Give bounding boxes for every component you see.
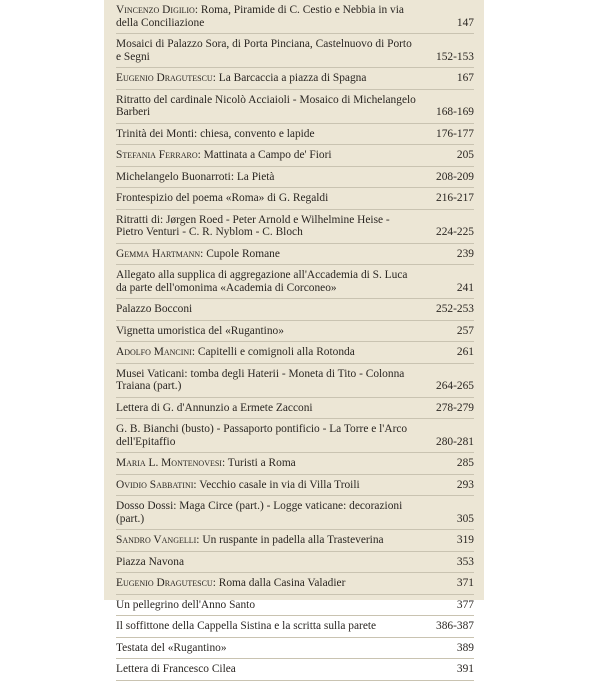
entry-page-number: 224-225 <box>436 226 474 238</box>
entry-title: Turisti a Roma <box>227 457 296 469</box>
index-entry <box>116 34 474 68</box>
entry-page-number: 252-253 <box>436 303 474 315</box>
entry-title: Dosso Dossi: Maga Circe (part.) - Logge vaticane: decorazioni (part.) <box>116 500 403 525</box>
index-entry <box>116 419 474 453</box>
entry-title: Allegato alla supplica di aggregazione all'Accademia di S. Luca da parte dell'omonima «Academia di Corconeo» <box>116 269 408 294</box>
entry-page-number: 152-153 <box>436 50 474 63</box>
index-entry <box>116 573 474 595</box>
entry-title: Cupole Romane <box>206 247 280 260</box>
entry-title: Vecchio casale in via di Villa Troili <box>199 478 360 491</box>
entry-title: Mattinata a Campo de' Fiori <box>203 149 332 161</box>
index-entry <box>116 530 474 552</box>
index-entry <box>116 124 474 146</box>
entry-author: Maria L. Montenovesi: <box>116 457 226 469</box>
index-entry <box>116 475 474 497</box>
entry-page-number: 264-265 <box>436 380 474 392</box>
entry-page-number: 167 <box>456 72 474 84</box>
index-entry <box>116 638 474 660</box>
index-entry <box>116 321 474 343</box>
entry-page-number: 278-279 <box>436 401 474 414</box>
index-entry <box>116 453 474 475</box>
index-entry <box>116 398 474 420</box>
entry-author: Stefania Ferraro: <box>116 149 201 161</box>
index-entry <box>116 595 474 617</box>
entry-page-number: 377 <box>456 598 474 611</box>
entry-title: La Barcaccia a piazza di Spagna <box>218 72 367 84</box>
index-entry <box>116 90 474 124</box>
entry-author: Ovidio Sabbatini: <box>116 478 197 491</box>
index-entry <box>116 364 474 398</box>
entry-page-number: 280-281 <box>436 435 474 448</box>
index-entry <box>116 0 474 34</box>
entry-page-number: 386-387 <box>436 620 474 632</box>
index-entry <box>116 299 474 321</box>
index-entry <box>116 188 474 210</box>
entry-page-number: 216-217 <box>436 192 474 204</box>
entry-title: Trinità dei Monti: chiesa, convento e lapide <box>116 127 315 140</box>
entry-page-number: 239 <box>456 247 474 260</box>
entry-page-number: 293 <box>456 478 474 491</box>
entry-title: Roma dalla Casina Valadier <box>218 577 346 589</box>
index-entry <box>116 244 474 266</box>
entry-author: Gemma Hartmann: <box>116 247 204 260</box>
entry-page-number: 261 <box>456 346 474 358</box>
index-entry <box>116 552 474 574</box>
entry-title: Capitelli e comignoli alla Rotonda <box>197 346 355 358</box>
entry-title: Il soffittone della Cappella Sistina e la scritta sulla parete <box>116 620 377 632</box>
index-entry <box>116 659 474 681</box>
entry-title: Frontespizio del poema «Roma» di G. Regaldi <box>116 192 329 204</box>
index-entry <box>116 68 474 90</box>
entry-title: Michelangelo Buonarroti: La Pietà <box>116 170 275 183</box>
entry-author: Sandro Vangelli: <box>116 534 200 546</box>
book-page <box>104 0 484 675</box>
entry-title: Roma, Piramide di C. Cestio e Nebbia in via della Conciliazione <box>116 4 404 29</box>
entry-page-number: 205 <box>456 149 474 161</box>
entry-page-number: 319 <box>456 534 474 546</box>
entry-page-number: 241 <box>456 281 474 294</box>
entry-author: Eugenio Dragutescu: <box>116 72 216 84</box>
index-entry <box>116 167 474 189</box>
entry-title: Piazza Navona <box>116 555 184 568</box>
index-entry <box>116 210 474 244</box>
entry-page-number: 371 <box>456 577 474 589</box>
entry-author: Vincenzo Digilio: <box>116 4 199 16</box>
entry-title: Musei Vaticani: tomba degli Haterii - Moneta di Tito - Colonna Traiana (part.) <box>116 367 405 392</box>
index-entry <box>116 496 474 530</box>
entry-title: Mosaici di Palazzo Sora, di Porta Pinciana, Castelnuovo di Porto e Segni <box>116 38 412 63</box>
entry-page-number: 147 <box>456 16 474 29</box>
entry-title: G. B. Bianchi (busto) - Passaporto pontificio - La Torre e l'Arco dell'Epitaffio <box>116 423 408 448</box>
index-entry <box>116 265 474 299</box>
entry-page-number: 285 <box>456 457 474 469</box>
index-entry <box>116 342 474 364</box>
entry-page-number: 168-169 <box>436 106 474 118</box>
entry-page-number: 208-209 <box>436 170 474 183</box>
entry-page-number: 257 <box>456 324 474 337</box>
entry-title: Palazzo Bocconi <box>116 303 193 315</box>
entry-title: Un ruspante in padella alla Trasteverina <box>202 534 384 546</box>
entry-page-number: 391 <box>456 663 474 675</box>
index-entry <box>116 145 474 167</box>
index-entry <box>116 616 474 638</box>
entry-title: Testata del «Rugantino» <box>116 641 227 654</box>
entry-title: Ritratti di: Jørgen Roed - Peter Arnold e Wilhelmine Heise - Pietro Venturi - C. R. Nyblom - C. Bloch <box>116 213 390 238</box>
entry-page-number: 176-177 <box>436 127 474 140</box>
entry-title: Lettera di G. d'Annunzio a Ermete Zacconi <box>116 401 313 414</box>
entry-page-number: 305 <box>456 512 474 525</box>
illustrations-index-list <box>116 0 474 681</box>
entry-title: Lettera di Francesco Cilea <box>116 663 236 675</box>
entry-author: Adolfo Mancini: <box>116 346 196 358</box>
entry-title: Ritratto del cardinale Nicolò Acciaioli - Mosaico di Michelangelo Barberi <box>116 93 416 118</box>
entry-title: Un pellegrino dell'Anno Santo <box>116 598 256 611</box>
entry-page-number: 389 <box>456 641 474 654</box>
entry-title: Vignetta umoristica del «Rugantino» <box>116 324 284 337</box>
entry-page-number: 353 <box>456 555 474 568</box>
entry-author: Eugenio Dragutescu: <box>116 577 216 589</box>
